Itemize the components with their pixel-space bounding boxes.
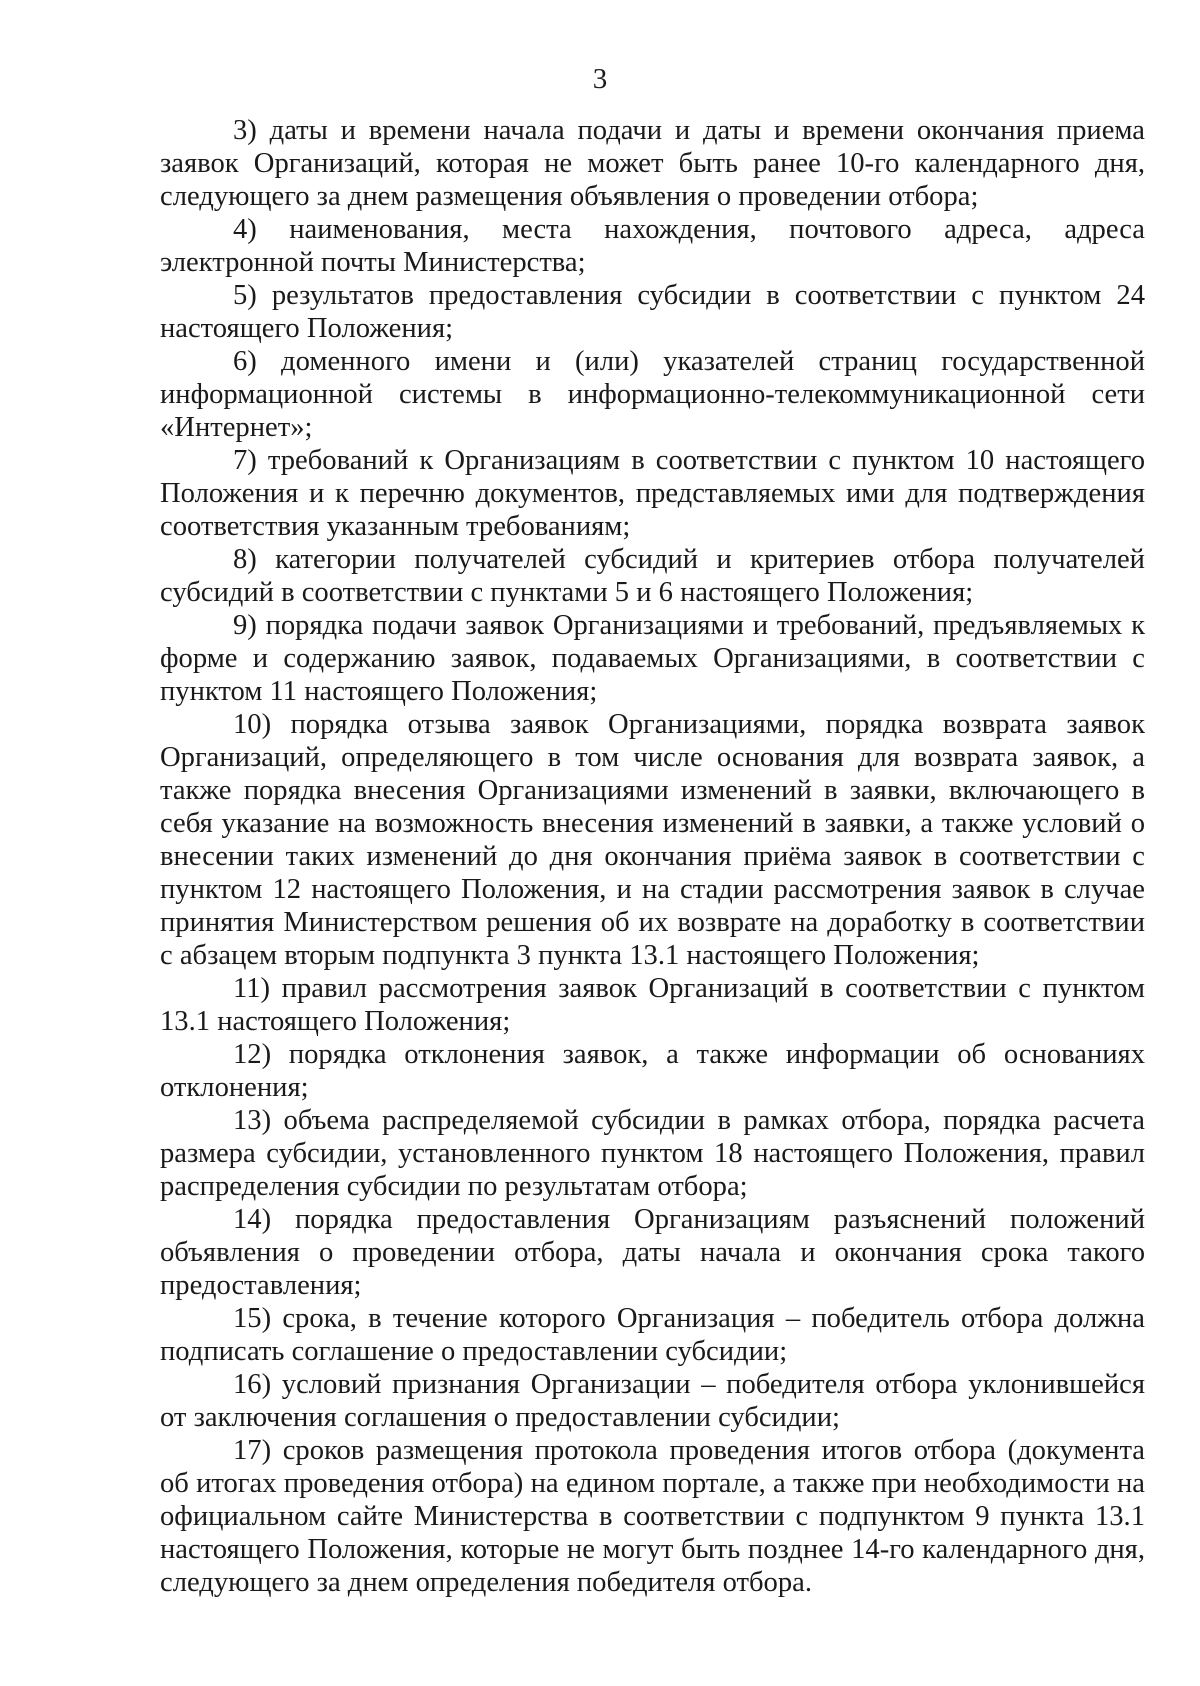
list-item-10: 10) порядка отзыва заявок Организациями, порядка возврата заявок Организаций, определяющего в том числе основания для возврата заявок, а также порядка внесения Организациями изменений в заявки, включающего в себя указание на возможность внесения изменений в заявки, а также условий о внесении таких изменений до дня окончания приёма заявок в соответствии с пунктом 12 настоящего Положения, и на стадии рассмотрения заявок в случае принятия Министерством решения об их возврате на доработку в соответствии с абзацем вторым подпункта 3 пункта 13.1 настоящего Положения;: [160, 709, 1145, 971]
list-item-14: 14) порядка предоставления Организациям разъяснений положений объявления о проведении отбора, даты начала и окончания срока такого предоставления;: [160, 1204, 1145, 1301]
list-item-12: 12) порядка отклонения заявок, а также информации об основаниях отклонения;: [160, 1039, 1145, 1103]
list-item-11: 11) правил рассмотрения заявок Организаций в соответствии с пунктом 13.1 настоящего Положения;: [160, 973, 1145, 1037]
list-item-7: 7) требований к Организациям в соответствии с пунктом 10 настоящего Положения и к перечню документов, представляемых ими для подтверждения соответствия указанным требованиям;: [160, 445, 1145, 542]
list-item-9: 9) порядка подачи заявок Организациями и требований, предъявляемых к форме и содержанию заявок, подаваемых Организациями, в соответствии с пунктом 11 настоящего Положения;: [160, 610, 1145, 707]
list-item-5: 5) результатов предоставления субсидии в соответствии с пунктом 24 настоящего Положения;: [160, 280, 1145, 344]
page-number: 3: [592, 63, 608, 95]
list-item-8: 8) категории получателей субсидий и критериев отбора получателей субсидий в соответствии с пунктами 5 и 6 настоящего Положения;: [160, 544, 1145, 608]
list-item-4: 4) наименования, места нахождения, почтового адреса, адреса электронной почты Министерства;: [160, 214, 1145, 278]
document-body: [160, 114, 1145, 1599]
list-item-13: 13) объема распределяемой субсидии в рамках отбора, порядка расчета размера субсидии, установленного пунктом 18 настоящего Положения, правил распределения субсидии по результатам отбора;: [160, 1105, 1145, 1202]
list-item-6: 6) доменного имени и (или) указателей страниц государственной информационной системы в информационно-телекоммуникационной сети «Интернет»;: [160, 346, 1145, 443]
list-item-3: 3) даты и времени начала подачи и даты и времени окончания приема заявок Организаций, которая не может быть ранее 10-го календарного дня, следующего за днем размещения объявления о проведении отбора;: [160, 115, 1145, 212]
list-item-16: 16) условий признания Организации – победителя отбора уклонившейся от заключения соглашения о предоставлении субсидии;: [160, 1369, 1145, 1433]
list-item-17: 17) сроков размещения протокола проведения итогов отбора (документа об итогах проведения отбора) на едином портале, а также при необходимости на официальном сайте Министерства в соответствии с подпунктом 9 пункта 13.1 настоящего Положения, которые не могут быть позднее 14-го календарного дня, следующего за днем определения победителя отбора.: [160, 1435, 1145, 1598]
list-item-15: 15) срока, в течение которого Организация – победитель отбора должна подписать соглашение о предоставлении субсидии;: [160, 1303, 1145, 1367]
